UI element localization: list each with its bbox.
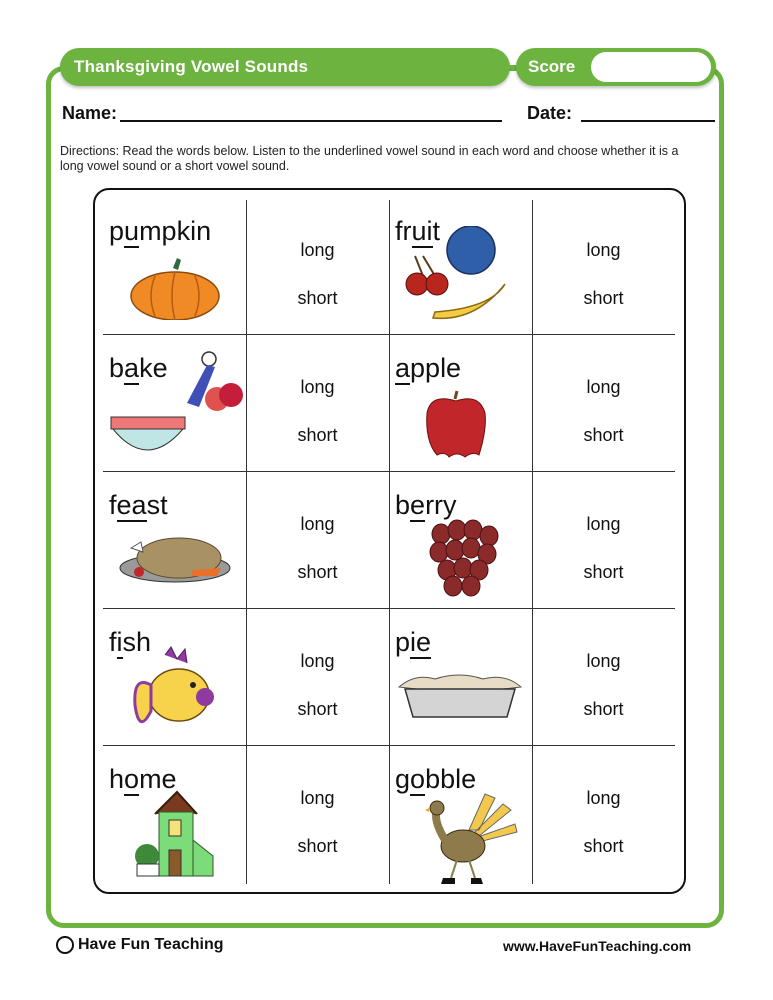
roast-turkey-icon	[117, 528, 233, 588]
word-pie: pie	[395, 627, 432, 657]
word-apple: apple	[395, 353, 462, 383]
directions-text: Directions: Read the words below. Listen to the underlined vowel sound in each word and choose whether it is a long vowel sound or a short vowel sound.	[60, 144, 679, 173]
word-fish: fish	[109, 627, 152, 657]
word-feast: feast	[109, 490, 168, 520]
page-title: Thanksgiving Vowel Sounds	[74, 57, 309, 76]
option-short[interactable]: short	[583, 836, 624, 856]
brand-logo	[56, 936, 224, 954]
choice-cell	[246, 746, 389, 883]
website-url[interactable]: www.HaveFunTeaching.com	[503, 938, 692, 954]
fish-icon	[129, 645, 219, 737]
choice-cell	[532, 472, 675, 609]
option-short[interactable]: short	[583, 288, 624, 308]
turkey-icon	[419, 790, 519, 886]
word-cell	[103, 198, 246, 335]
word-cell	[389, 746, 532, 883]
grid-row	[103, 198, 675, 335]
apple-icon	[421, 389, 491, 461]
word-home: home	[109, 764, 177, 794]
word-pumpkin: pumpkin	[109, 216, 212, 246]
word-fruit: fruit	[395, 216, 441, 246]
option-long[interactable]: long	[300, 651, 335, 671]
brand-name: Have Fun Teaching	[78, 936, 224, 953]
word-cell	[389, 472, 532, 609]
grid-row	[103, 746, 675, 883]
option-short[interactable]: short	[583, 425, 624, 445]
score-field[interactable]	[591, 52, 711, 82]
choice-cell	[532, 335, 675, 472]
choice-cell	[532, 609, 675, 746]
choice-cell	[532, 746, 675, 883]
word-gobble: gobble	[395, 764, 477, 794]
choice-cell	[246, 472, 389, 609]
word-cell	[103, 335, 246, 472]
word-berry: berry	[395, 490, 457, 520]
choice-cell	[246, 198, 389, 335]
option-short[interactable]: short	[297, 288, 338, 308]
option-long[interactable]: long	[586, 377, 621, 397]
word-bake: bake	[109, 353, 168, 383]
option-short[interactable]: short	[583, 699, 624, 719]
date-field[interactable]	[581, 120, 715, 122]
word-cell	[389, 198, 532, 335]
option-long[interactable]: long	[586, 514, 621, 534]
date-label: Date:	[527, 103, 573, 123]
word-cell	[103, 472, 246, 609]
option-long[interactable]: long	[300, 788, 335, 808]
berry-icon	[427, 518, 503, 604]
grid-row	[103, 335, 675, 472]
name-field[interactable]	[120, 120, 502, 122]
score-banner	[516, 48, 716, 86]
logo-face-icon	[56, 936, 74, 954]
baking-bowl-icon	[107, 349, 247, 469]
option-long[interactable]: long	[586, 240, 621, 260]
score-label: Score	[528, 57, 576, 76]
choice-cell	[246, 335, 389, 472]
choice-cell	[532, 198, 675, 335]
option-long[interactable]: long	[586, 788, 621, 808]
option-short[interactable]: short	[297, 562, 338, 582]
option-long[interactable]: long	[300, 514, 335, 534]
word-cell	[103, 746, 246, 883]
word-cell	[389, 335, 532, 472]
grid-row	[103, 472, 675, 609]
grid-row	[103, 609, 675, 746]
option-long[interactable]: long	[300, 240, 335, 260]
word-cell	[389, 609, 532, 746]
option-short[interactable]: short	[297, 836, 338, 856]
pie-icon	[395, 671, 525, 721]
house-icon	[133, 790, 223, 884]
option-short[interactable]: short	[297, 699, 338, 719]
word-cell	[103, 609, 246, 746]
option-long[interactable]: long	[586, 651, 621, 671]
title-banner	[60, 48, 510, 86]
fruit-icon	[395, 226, 515, 330]
choice-cell	[246, 609, 389, 746]
pumpkin-icon	[129, 256, 221, 320]
option-short[interactable]: short	[583, 562, 624, 582]
name-label: Name:	[62, 103, 118, 123]
option-long[interactable]: long	[300, 377, 335, 397]
option-short[interactable]: short	[297, 425, 338, 445]
word-grid	[93, 188, 686, 894]
